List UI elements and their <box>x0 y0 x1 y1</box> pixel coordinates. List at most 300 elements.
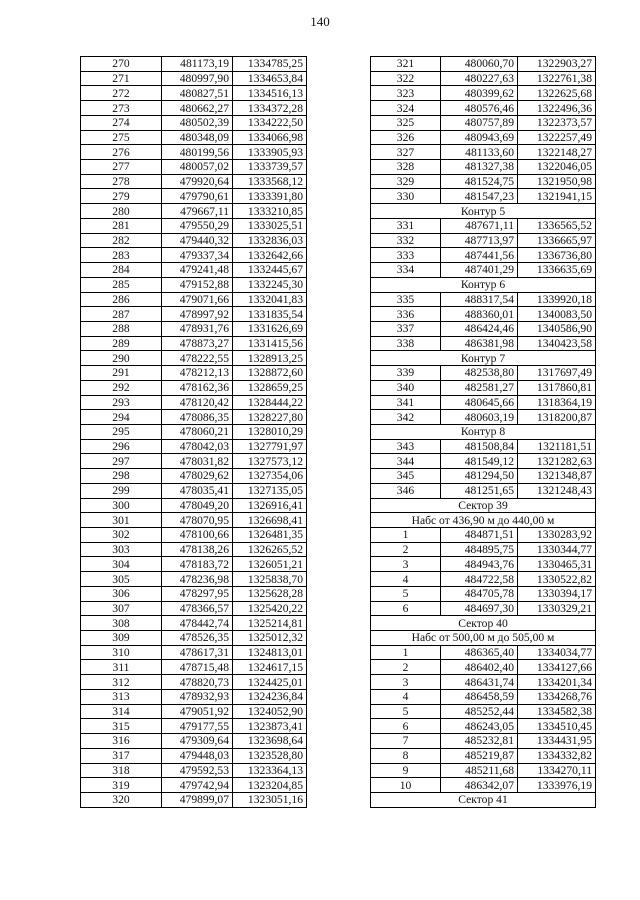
x-coordinate: 479448,03 <box>162 748 233 763</box>
y-coordinate: 1334270,11 <box>518 763 596 778</box>
section-heading-row <box>371 616 596 631</box>
table-row <box>81 233 307 248</box>
table-row <box>81 454 307 469</box>
table-row <box>81 292 307 307</box>
x-coordinate: 485219,87 <box>441 748 518 763</box>
y-coordinate: 1334372,28 <box>233 101 307 116</box>
table-row <box>371 86 596 101</box>
x-coordinate: 479309,64 <box>162 734 233 749</box>
table-row <box>371 410 596 425</box>
y-coordinate: 1328227,80 <box>233 410 307 425</box>
point-number: 299 <box>81 483 162 498</box>
point-number: 312 <box>81 675 162 690</box>
table-row <box>371 557 596 572</box>
x-coordinate: 478931,76 <box>162 321 233 336</box>
y-coordinate: 1332245,30 <box>233 277 307 292</box>
y-coordinate: 1323204,85 <box>233 778 307 793</box>
point-number: 313 <box>81 689 162 704</box>
y-coordinate: 1331835,54 <box>233 307 307 322</box>
x-coordinate: 478222,55 <box>162 351 233 366</box>
x-coordinate: 480576,46 <box>441 101 518 116</box>
x-coordinate: 480645,66 <box>441 395 518 410</box>
table-row <box>371 778 596 793</box>
table-row <box>371 292 596 307</box>
page-number: 140 <box>310 14 330 29</box>
y-coordinate: 1336665,97 <box>518 233 596 248</box>
y-coordinate: 1333739,57 <box>233 160 307 175</box>
point-number: 272 <box>81 86 162 101</box>
point-number: 331 <box>371 218 441 233</box>
table-row <box>371 704 596 719</box>
y-coordinate: 1323051,16 <box>233 792 307 807</box>
point-number: 314 <box>81 704 162 719</box>
table-row <box>81 616 307 631</box>
point-number: 277 <box>81 160 162 175</box>
y-coordinate: 1321950,98 <box>518 174 596 189</box>
x-coordinate: 486243,05 <box>441 719 518 734</box>
x-coordinate: 480827,51 <box>162 86 233 101</box>
section-heading: Контур 5 <box>371 204 596 219</box>
table-row <box>81 704 307 719</box>
x-coordinate: 482581,27 <box>441 380 518 395</box>
table-row <box>371 395 596 410</box>
point-number: 301 <box>81 513 162 528</box>
point-number: 302 <box>81 528 162 543</box>
point-number: 305 <box>81 572 162 587</box>
y-coordinate: 1332041,83 <box>233 292 307 307</box>
y-coordinate: 1326698,41 <box>233 513 307 528</box>
y-coordinate: 1334785,25 <box>233 57 307 72</box>
point-number: 300 <box>81 498 162 513</box>
x-coordinate: 479742,94 <box>162 778 233 793</box>
point-number: 337 <box>371 321 441 336</box>
y-coordinate: 1326265,52 <box>233 542 307 557</box>
point-number: 274 <box>81 115 162 130</box>
point-number: 271 <box>81 71 162 86</box>
x-coordinate: 487671,11 <box>441 218 518 233</box>
x-coordinate: 481294,50 <box>441 469 518 484</box>
x-coordinate: 481524,75 <box>441 174 518 189</box>
section-heading: Сектор 41 <box>371 792 596 807</box>
table-row <box>81 734 307 749</box>
point-number: 5 <box>371 704 441 719</box>
table-row <box>371 248 596 263</box>
point-number: 2 <box>371 660 441 675</box>
point-number: 1 <box>371 645 441 660</box>
table-row <box>81 792 307 807</box>
y-coordinate: 1330522,82 <box>518 572 596 587</box>
x-coordinate: 481508,84 <box>441 439 518 454</box>
table-row <box>371 689 596 704</box>
x-coordinate: 479051,92 <box>162 704 233 719</box>
x-coordinate: 478715,48 <box>162 660 233 675</box>
section-heading: Контур 6 <box>371 277 596 292</box>
x-coordinate: 479177,55 <box>162 719 233 734</box>
table-row <box>81 513 307 528</box>
table-row <box>371 189 596 204</box>
x-coordinate: 485211,68 <box>441 763 518 778</box>
point-number: 329 <box>371 174 441 189</box>
y-coordinate: 1330394,17 <box>518 586 596 601</box>
table-row <box>371 454 596 469</box>
y-coordinate: 1332445,67 <box>233 263 307 278</box>
y-coordinate: 1333210,85 <box>233 204 307 219</box>
y-coordinate: 1333976,19 <box>518 778 596 793</box>
x-coordinate: 479337,34 <box>162 248 233 263</box>
table-row <box>371 660 596 675</box>
x-coordinate: 487441,56 <box>441 248 518 263</box>
y-coordinate: 1322625,68 <box>518 86 596 101</box>
x-coordinate: 478086,35 <box>162 410 233 425</box>
y-coordinate: 1327354,06 <box>233 469 307 484</box>
y-coordinate: 1322903,27 <box>518 57 596 72</box>
table-row <box>81 218 307 233</box>
x-coordinate: 478366,57 <box>162 601 233 616</box>
point-number: 328 <box>371 160 441 175</box>
point-number: 333 <box>371 248 441 263</box>
table-row <box>371 528 596 543</box>
x-coordinate: 478820,73 <box>162 675 233 690</box>
section-heading-row <box>371 277 596 292</box>
point-number: 270 <box>81 57 162 72</box>
x-coordinate: 480502,39 <box>162 115 233 130</box>
y-coordinate: 1334582,38 <box>518 704 596 719</box>
y-coordinate: 1339920,18 <box>518 292 596 307</box>
x-coordinate: 484705,78 <box>441 586 518 601</box>
y-coordinate: 1322496,36 <box>518 101 596 116</box>
y-coordinate: 1336565,52 <box>518 218 596 233</box>
section-heading-row <box>371 204 596 219</box>
table-row <box>371 366 596 381</box>
x-coordinate: 487713,97 <box>441 233 518 248</box>
table-row <box>81 542 307 557</box>
y-coordinate: 1323528,80 <box>233 748 307 763</box>
section-heading: Контур 8 <box>371 424 596 439</box>
table-row <box>371 71 596 86</box>
section-heading: Контур 7 <box>371 351 596 366</box>
point-number: 342 <box>371 410 441 425</box>
table-row <box>371 145 596 160</box>
y-coordinate: 1334066,98 <box>233 130 307 145</box>
x-coordinate: 478162,36 <box>162 380 233 395</box>
point-number: 298 <box>81 469 162 484</box>
table-row <box>371 115 596 130</box>
y-coordinate: 1340586,90 <box>518 321 596 336</box>
x-coordinate: 479550,29 <box>162 218 233 233</box>
point-number: 292 <box>81 380 162 395</box>
x-coordinate: 478183,72 <box>162 557 233 572</box>
table-row <box>371 57 596 72</box>
table-row <box>371 160 596 175</box>
section-heading-row <box>371 513 596 528</box>
table-row <box>371 307 596 322</box>
section-heading-row <box>371 424 596 439</box>
y-coordinate: 1323873,41 <box>233 719 307 734</box>
x-coordinate: 478932,93 <box>162 689 233 704</box>
table-row <box>81 189 307 204</box>
point-number: 318 <box>81 763 162 778</box>
point-number: 346 <box>371 483 441 498</box>
point-number: 320 <box>81 792 162 807</box>
point-number: 284 <box>81 263 162 278</box>
left-table-body <box>81 57 307 808</box>
point-number: 334 <box>371 263 441 278</box>
y-coordinate: 1330283,92 <box>518 528 596 543</box>
table-row <box>81 601 307 616</box>
table-row <box>371 218 596 233</box>
left-coordinates-table <box>80 56 307 808</box>
point-number: 3 <box>371 675 441 690</box>
y-coordinate: 1328010,29 <box>233 424 307 439</box>
table-row <box>371 321 596 336</box>
point-number: 317 <box>81 748 162 763</box>
y-coordinate: 1328913,25 <box>233 351 307 366</box>
point-number: 297 <box>81 454 162 469</box>
table-row <box>371 645 596 660</box>
x-coordinate: 480348,09 <box>162 130 233 145</box>
table-row <box>371 439 596 454</box>
x-coordinate: 478617,31 <box>162 645 233 660</box>
y-coordinate: 1317860,81 <box>518 380 596 395</box>
y-coordinate: 1324052,90 <box>233 704 307 719</box>
point-number: 290 <box>81 351 162 366</box>
x-coordinate: 484895,75 <box>441 542 518 557</box>
x-coordinate: 479071,66 <box>162 292 233 307</box>
table-row <box>371 130 596 145</box>
x-coordinate: 484722,58 <box>441 572 518 587</box>
point-number: 10 <box>371 778 441 793</box>
y-coordinate: 1325214,81 <box>233 616 307 631</box>
y-coordinate: 1340083,50 <box>518 307 596 322</box>
y-coordinate: 1330344,77 <box>518 542 596 557</box>
point-number: 276 <box>81 145 162 160</box>
y-coordinate: 1321248,43 <box>518 483 596 498</box>
y-coordinate: 1334431,95 <box>518 734 596 749</box>
point-number: 332 <box>371 233 441 248</box>
table-row <box>81 719 307 734</box>
x-coordinate: 479440,32 <box>162 233 233 248</box>
point-number: 275 <box>81 130 162 145</box>
point-number: 288 <box>81 321 162 336</box>
y-coordinate: 1324617,15 <box>233 660 307 675</box>
x-coordinate: 484943,76 <box>441 557 518 572</box>
point-number: 308 <box>81 616 162 631</box>
point-number: 326 <box>371 130 441 145</box>
y-coordinate: 1317697,49 <box>518 366 596 381</box>
section-heading: Набс от 436,90 м до 440,00 м <box>371 513 596 528</box>
y-coordinate: 1340423,58 <box>518 336 596 351</box>
point-number: 4 <box>371 689 441 704</box>
x-coordinate: 479592,53 <box>162 763 233 778</box>
y-coordinate: 1330329,21 <box>518 601 596 616</box>
x-coordinate: 480997,90 <box>162 71 233 86</box>
point-number: 321 <box>371 57 441 72</box>
table-row <box>371 263 596 278</box>
table-row <box>371 469 596 484</box>
point-number: 324 <box>371 101 441 116</box>
point-number: 311 <box>81 660 162 675</box>
y-coordinate: 1334516,13 <box>233 86 307 101</box>
table-row <box>81 86 307 101</box>
x-coordinate: 485232,81 <box>441 734 518 749</box>
x-coordinate: 488317,54 <box>441 292 518 307</box>
point-number: 2 <box>371 542 441 557</box>
x-coordinate: 479920,64 <box>162 174 233 189</box>
x-coordinate: 479899,07 <box>162 792 233 807</box>
table-row <box>81 248 307 263</box>
x-coordinate: 478031,82 <box>162 454 233 469</box>
x-coordinate: 478060,21 <box>162 424 233 439</box>
y-coordinate: 1326051,21 <box>233 557 307 572</box>
x-coordinate: 478236,98 <box>162 572 233 587</box>
y-coordinate: 1318364,19 <box>518 395 596 410</box>
section-heading-row <box>371 498 596 513</box>
y-coordinate: 1330465,31 <box>518 557 596 572</box>
table-row <box>81 71 307 86</box>
table-row <box>81 424 307 439</box>
table-row <box>81 586 307 601</box>
right-coordinates-table <box>370 56 596 808</box>
y-coordinate: 1334653,84 <box>233 71 307 86</box>
table-row <box>371 719 596 734</box>
table-row <box>81 645 307 660</box>
x-coordinate: 478070,95 <box>162 513 233 528</box>
x-coordinate: 486431,74 <box>441 675 518 690</box>
y-coordinate: 1333025,51 <box>233 218 307 233</box>
x-coordinate: 484871,51 <box>441 528 518 543</box>
table-row <box>81 321 307 336</box>
point-number: 6 <box>371 719 441 734</box>
table-row <box>81 763 307 778</box>
point-number: 315 <box>81 719 162 734</box>
x-coordinate: 481549,12 <box>441 454 518 469</box>
point-number: 307 <box>81 601 162 616</box>
y-coordinate: 1321348,87 <box>518 469 596 484</box>
table-row <box>81 675 307 690</box>
point-number: 322 <box>371 71 441 86</box>
point-number: 286 <box>81 292 162 307</box>
point-number: 303 <box>81 542 162 557</box>
point-number: 330 <box>371 189 441 204</box>
table-row <box>371 675 596 690</box>
section-heading-row <box>371 792 596 807</box>
x-coordinate: 480399,62 <box>441 86 518 101</box>
y-coordinate: 1328444,22 <box>233 395 307 410</box>
y-coordinate: 1328872,60 <box>233 366 307 381</box>
x-coordinate: 481547,23 <box>441 189 518 204</box>
table-row <box>81 778 307 793</box>
table-row <box>371 601 596 616</box>
point-number: 291 <box>81 366 162 381</box>
x-coordinate: 478526,35 <box>162 631 233 646</box>
y-coordinate: 1333391,80 <box>233 189 307 204</box>
table-row <box>81 160 307 175</box>
y-coordinate: 1325012,32 <box>233 631 307 646</box>
point-number: 319 <box>81 778 162 793</box>
x-coordinate: 478029,62 <box>162 469 233 484</box>
x-coordinate: 480057,02 <box>162 160 233 175</box>
x-coordinate: 485252,44 <box>441 704 518 719</box>
y-coordinate: 1321282,63 <box>518 454 596 469</box>
x-coordinate: 482538,80 <box>441 366 518 381</box>
point-number: 316 <box>81 734 162 749</box>
point-number: 283 <box>81 248 162 263</box>
table-row <box>81 469 307 484</box>
x-coordinate: 478873,27 <box>162 336 233 351</box>
x-coordinate: 478100,66 <box>162 528 233 543</box>
y-coordinate: 1325838,70 <box>233 572 307 587</box>
y-coordinate: 1333905,93 <box>233 145 307 160</box>
table-row <box>81 174 307 189</box>
table-row <box>81 631 307 646</box>
point-number: 310 <box>81 645 162 660</box>
y-coordinate: 1331415,56 <box>233 336 307 351</box>
y-coordinate: 1322373,57 <box>518 115 596 130</box>
point-number: 285 <box>81 277 162 292</box>
point-number: 282 <box>81 233 162 248</box>
table-row <box>81 439 307 454</box>
section-heading: Набс от 500,00 м до 505,00 м <box>371 631 596 646</box>
point-number: 295 <box>81 424 162 439</box>
point-number: 294 <box>81 410 162 425</box>
y-coordinate: 1334127,66 <box>518 660 596 675</box>
table-row <box>81 660 307 675</box>
x-coordinate: 486402,40 <box>441 660 518 675</box>
x-coordinate: 478049,20 <box>162 498 233 513</box>
point-number: 323 <box>371 86 441 101</box>
table-row <box>81 483 307 498</box>
y-coordinate: 1332836,03 <box>233 233 307 248</box>
table-row <box>371 586 596 601</box>
table-row <box>371 763 596 778</box>
point-number: 278 <box>81 174 162 189</box>
x-coordinate: 488360,01 <box>441 307 518 322</box>
table-row <box>371 380 596 395</box>
table-row <box>81 572 307 587</box>
table-row <box>81 689 307 704</box>
x-coordinate: 478997,92 <box>162 307 233 322</box>
point-number: 343 <box>371 439 441 454</box>
x-coordinate: 487401,29 <box>441 263 518 278</box>
x-coordinate: 478212,13 <box>162 366 233 381</box>
section-heading: Сектор 40 <box>371 616 596 631</box>
x-coordinate: 481251,65 <box>441 483 518 498</box>
x-coordinate: 481133,60 <box>441 145 518 160</box>
y-coordinate: 1334332,82 <box>518 748 596 763</box>
table-row <box>371 174 596 189</box>
x-coordinate: 481173,19 <box>162 57 233 72</box>
point-number: 6 <box>371 601 441 616</box>
y-coordinate: 1322761,38 <box>518 71 596 86</box>
point-number: 325 <box>371 115 441 130</box>
table-row <box>371 748 596 763</box>
table-row <box>81 380 307 395</box>
table-row <box>81 145 307 160</box>
x-coordinate: 479667,11 <box>162 204 233 219</box>
table-row <box>81 263 307 278</box>
y-coordinate: 1334222,50 <box>233 115 307 130</box>
point-number: 304 <box>81 557 162 572</box>
x-coordinate: 478035,41 <box>162 483 233 498</box>
point-number: 296 <box>81 439 162 454</box>
y-coordinate: 1324236,84 <box>233 689 307 704</box>
y-coordinate: 1321941,15 <box>518 189 596 204</box>
x-coordinate: 484697,30 <box>441 601 518 616</box>
table-row <box>81 498 307 513</box>
table-row <box>81 366 307 381</box>
x-coordinate: 480603,19 <box>441 410 518 425</box>
x-coordinate: 486365,40 <box>441 645 518 660</box>
